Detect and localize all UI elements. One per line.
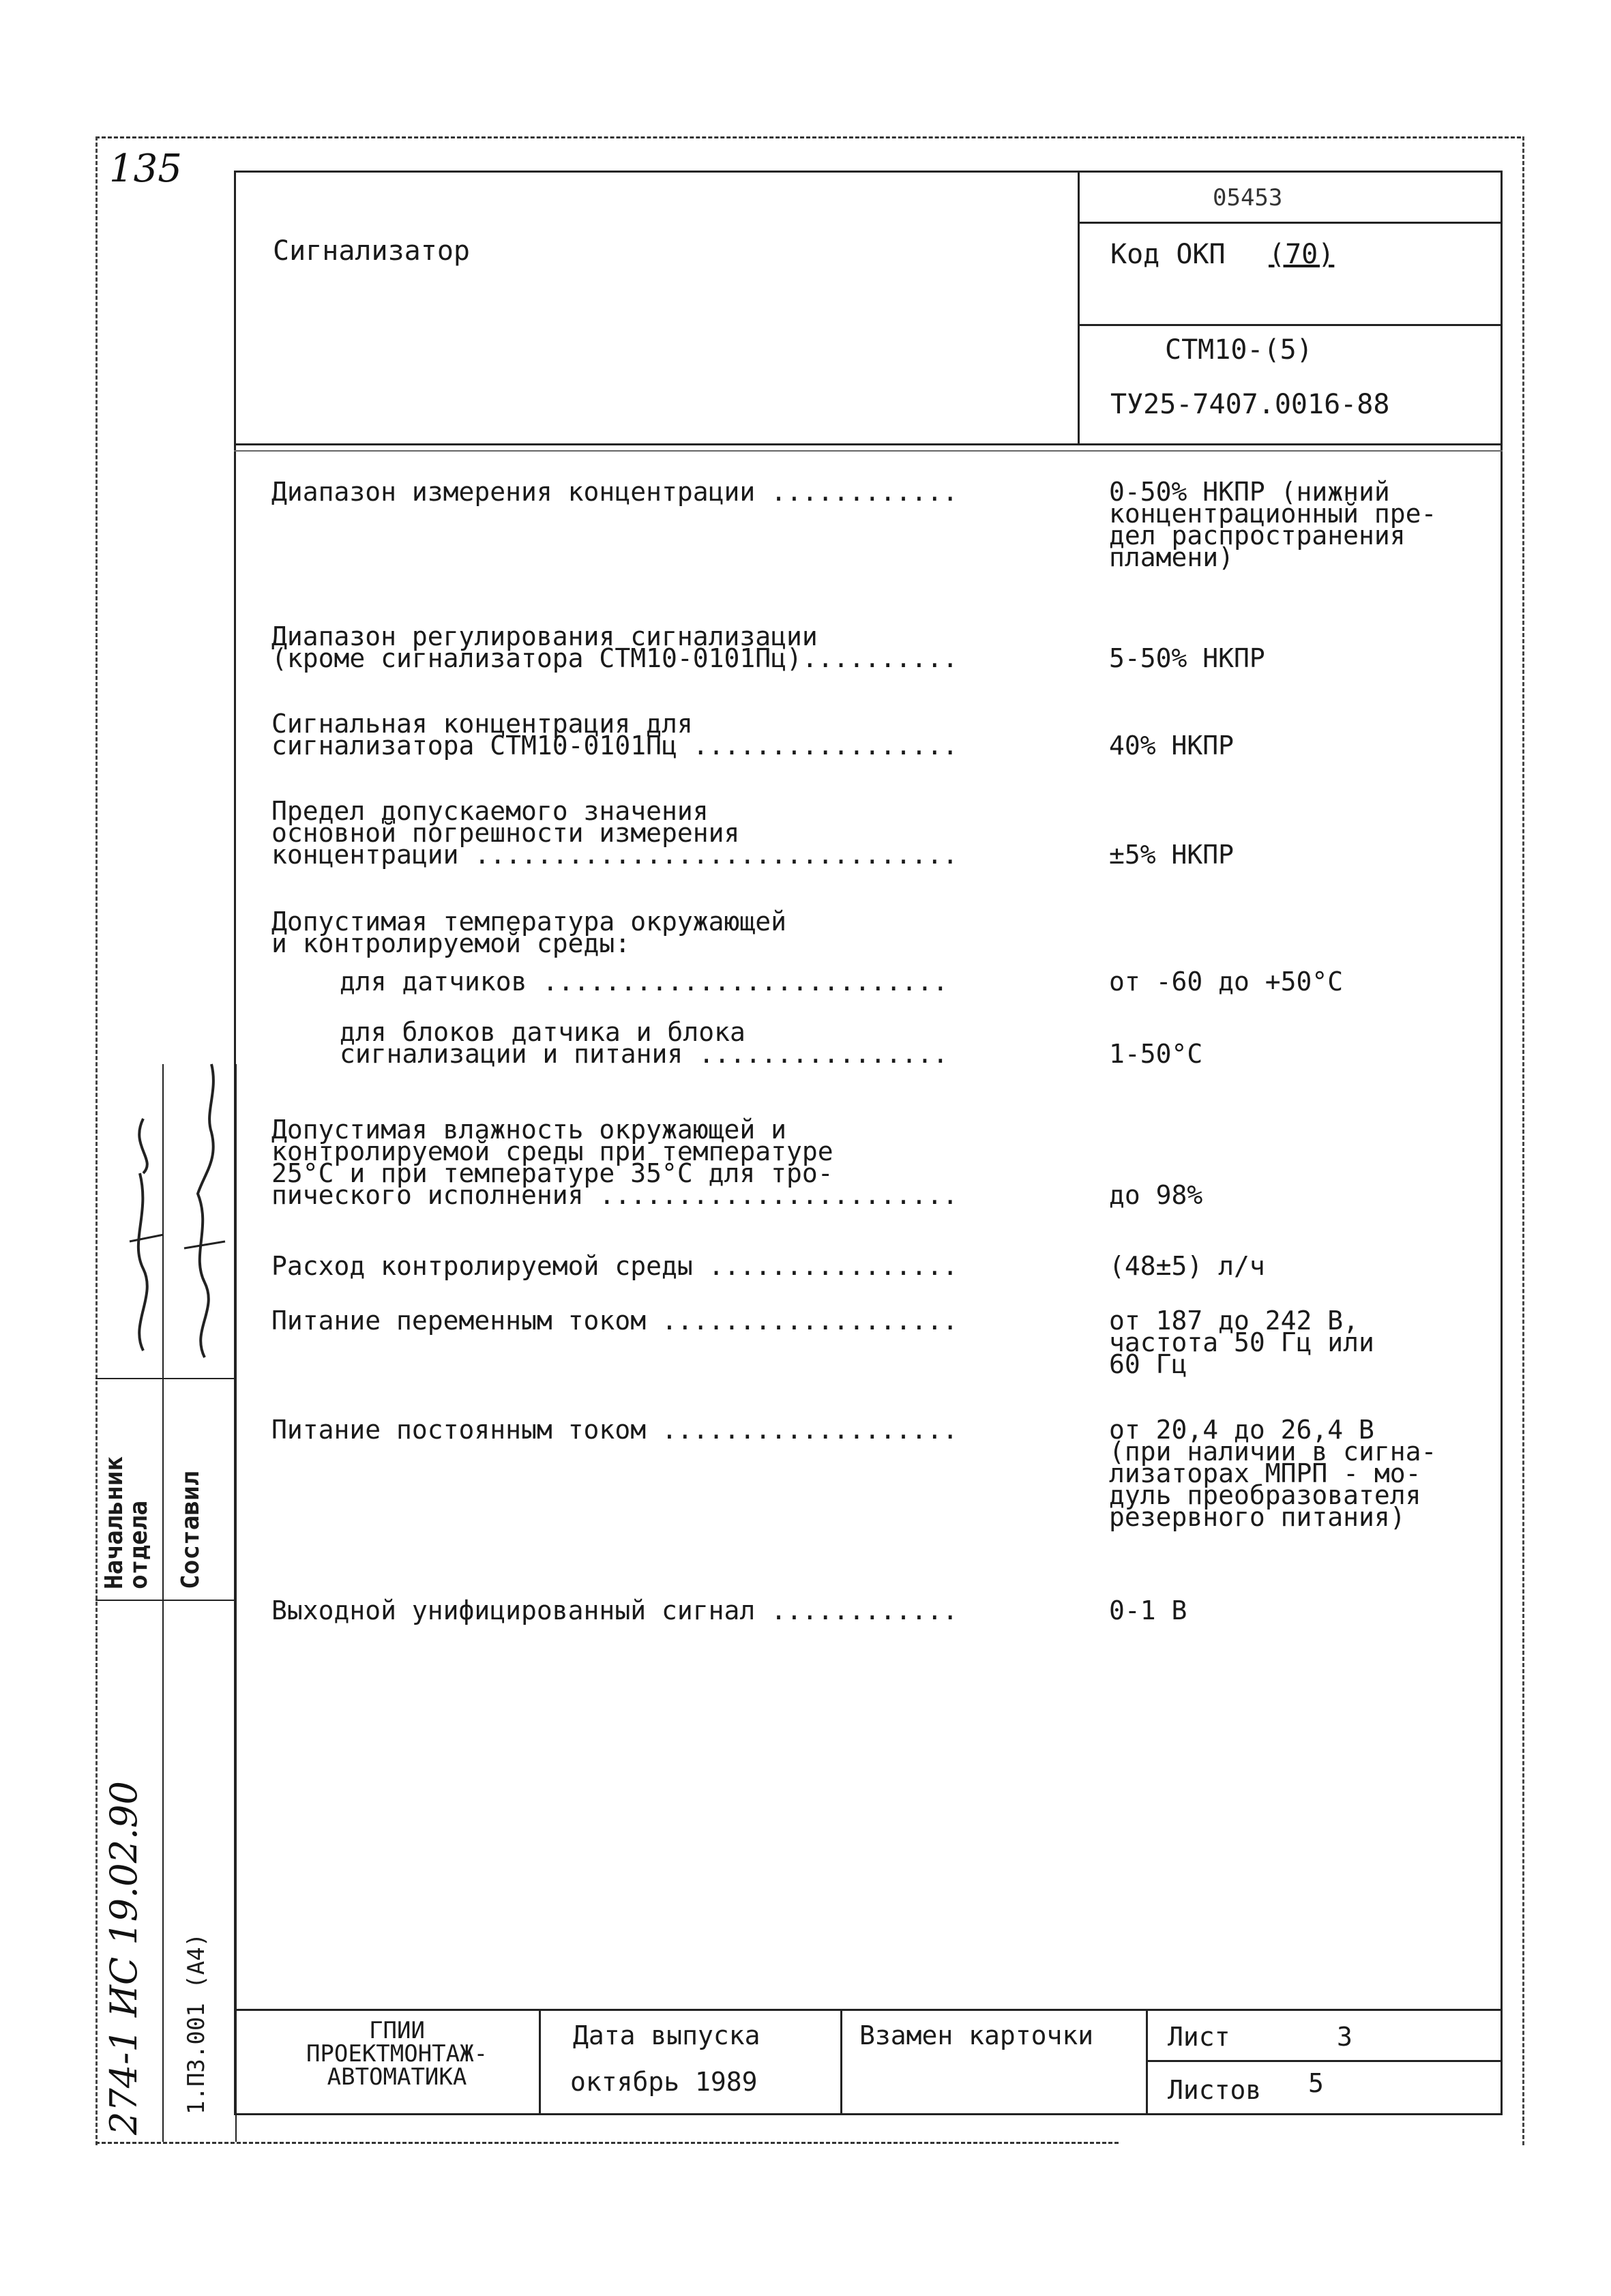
compiled-by-label: Составил	[177, 1471, 205, 1589]
left-border	[95, 136, 98, 2145]
okp-code-value: (70)	[1269, 239, 1335, 270]
chief-of-department-label: Начальник отдела	[100, 1456, 153, 1589]
temperature-title: Допустимая температура окружающей и контролируемой среды:	[271, 907, 786, 958]
serial-number: 05453	[1213, 184, 1283, 211]
release-date-value: октябрь 1989	[570, 2067, 758, 2097]
header-sep-1	[1078, 222, 1501, 224]
spec-value: 0-1 В	[1109, 1595, 1187, 1625]
spec-label: для датчиков ..........................	[340, 967, 949, 997]
spec-label: Выходной унифицированный сигнал ............	[271, 1595, 958, 1625]
spec-value: 1-50°С	[1109, 1039, 1203, 1069]
spec-value: (48±5) л/ч	[1109, 1251, 1265, 1281]
technical-spec-number: ТУ25-7407.0016-88	[1110, 389, 1390, 420]
sheet-label: Лист	[1168, 2022, 1230, 2052]
header-sep-2	[1078, 324, 1501, 326]
bottom-border	[95, 2142, 1119, 2144]
spec-value: 40% НКПР	[1109, 731, 1235, 761]
spec-value: от -60 до +50°С	[1109, 967, 1344, 997]
header-divider	[1078, 171, 1080, 443]
spec-label: Питание переменным током ...................	[271, 1306, 958, 1336]
total-sheets-label: Листов	[1168, 2075, 1262, 2105]
spec-label: Предел допускаемого значения основной погрешности измерения концентрации ...............................	[271, 796, 958, 870]
spec-label: Диапазон регулирования сигнализации (кроме сигнализатора СТМ10-0101Пц)..........	[271, 621, 958, 673]
card-title: Сигнализатор	[273, 235, 470, 267]
total-sheets-value: 5	[1308, 2068, 1324, 2098]
sidebar-cross-1	[95, 1378, 235, 1379]
spec-label: для блоков датчика и блока сигнализации и питания ................	[340, 1017, 949, 1069]
sidebar-cross-2	[95, 1600, 235, 1601]
spec-label: Сигнальная концентрация для сигнализатора СТМ10-0101Пц .................	[271, 709, 958, 761]
spec-value: от 20,4 до 26,4 В (при наличии в сигна- лизаторах МПРП - мо- дуль преобразователя резервного питания)	[1109, 1415, 1437, 1532]
footer-top-line	[234, 2009, 1503, 2011]
right-border	[1522, 136, 1524, 2145]
handwritten-note: 274-1 ИС 19.02.90	[102, 1781, 145, 2135]
signature-marks	[102, 1037, 239, 1378]
model-designation: СТМ10-(5)	[1165, 334, 1313, 366]
spec-value: ±5% НКПР	[1109, 840, 1235, 870]
spec-value: 0-50% НКПР (нижний концентрационный пре- дел распространения пламени)	[1109, 477, 1437, 572]
sheet-number: 3	[1337, 2022, 1353, 2052]
top-border	[95, 136, 1521, 138]
footer-divider-2	[840, 2009, 842, 2115]
card-top-line	[234, 171, 1503, 173]
okp-code-label: Код ОКП	[1110, 239, 1226, 270]
spec-label: Диапазон измерения концентрации ............	[271, 477, 958, 507]
spec-label: Расход контролируемой среды ................	[271, 1251, 958, 1281]
card-right-line	[1501, 171, 1503, 2115]
spec-value: до 98%	[1109, 1180, 1203, 1210]
footer-sheet-sep	[1146, 2060, 1503, 2062]
spec-label: Питание постоянным током ...................	[271, 1415, 958, 1445]
organization-name: ГПИИ ПРОЕКТМОНТАЖ- АВТОМАТИКА	[306, 2017, 488, 2091]
release-date-label: Дата выпуска	[573, 2020, 760, 2050]
spec-value: от 187 до 242 В, частота 50 Гц или 60 Гц	[1109, 1306, 1374, 1379]
replaces-card-label: Взамен карточки	[859, 2020, 1094, 2050]
card-header-line-2	[234, 450, 1503, 452]
spec-value: 5-50% НКПР	[1109, 643, 1265, 673]
spec-label: Допустимая влажность окружающей и контролируемой среды при температуре 25°С и при температуре 35°С для тро- пического исполнения .......................	[271, 1115, 958, 1210]
document-code: 1.ПЗ.001 (А4)	[183, 1932, 210, 2115]
footer-bottom-line	[234, 2113, 1503, 2115]
card-header-line	[234, 443, 1503, 445]
page-number: 135	[109, 147, 182, 191]
